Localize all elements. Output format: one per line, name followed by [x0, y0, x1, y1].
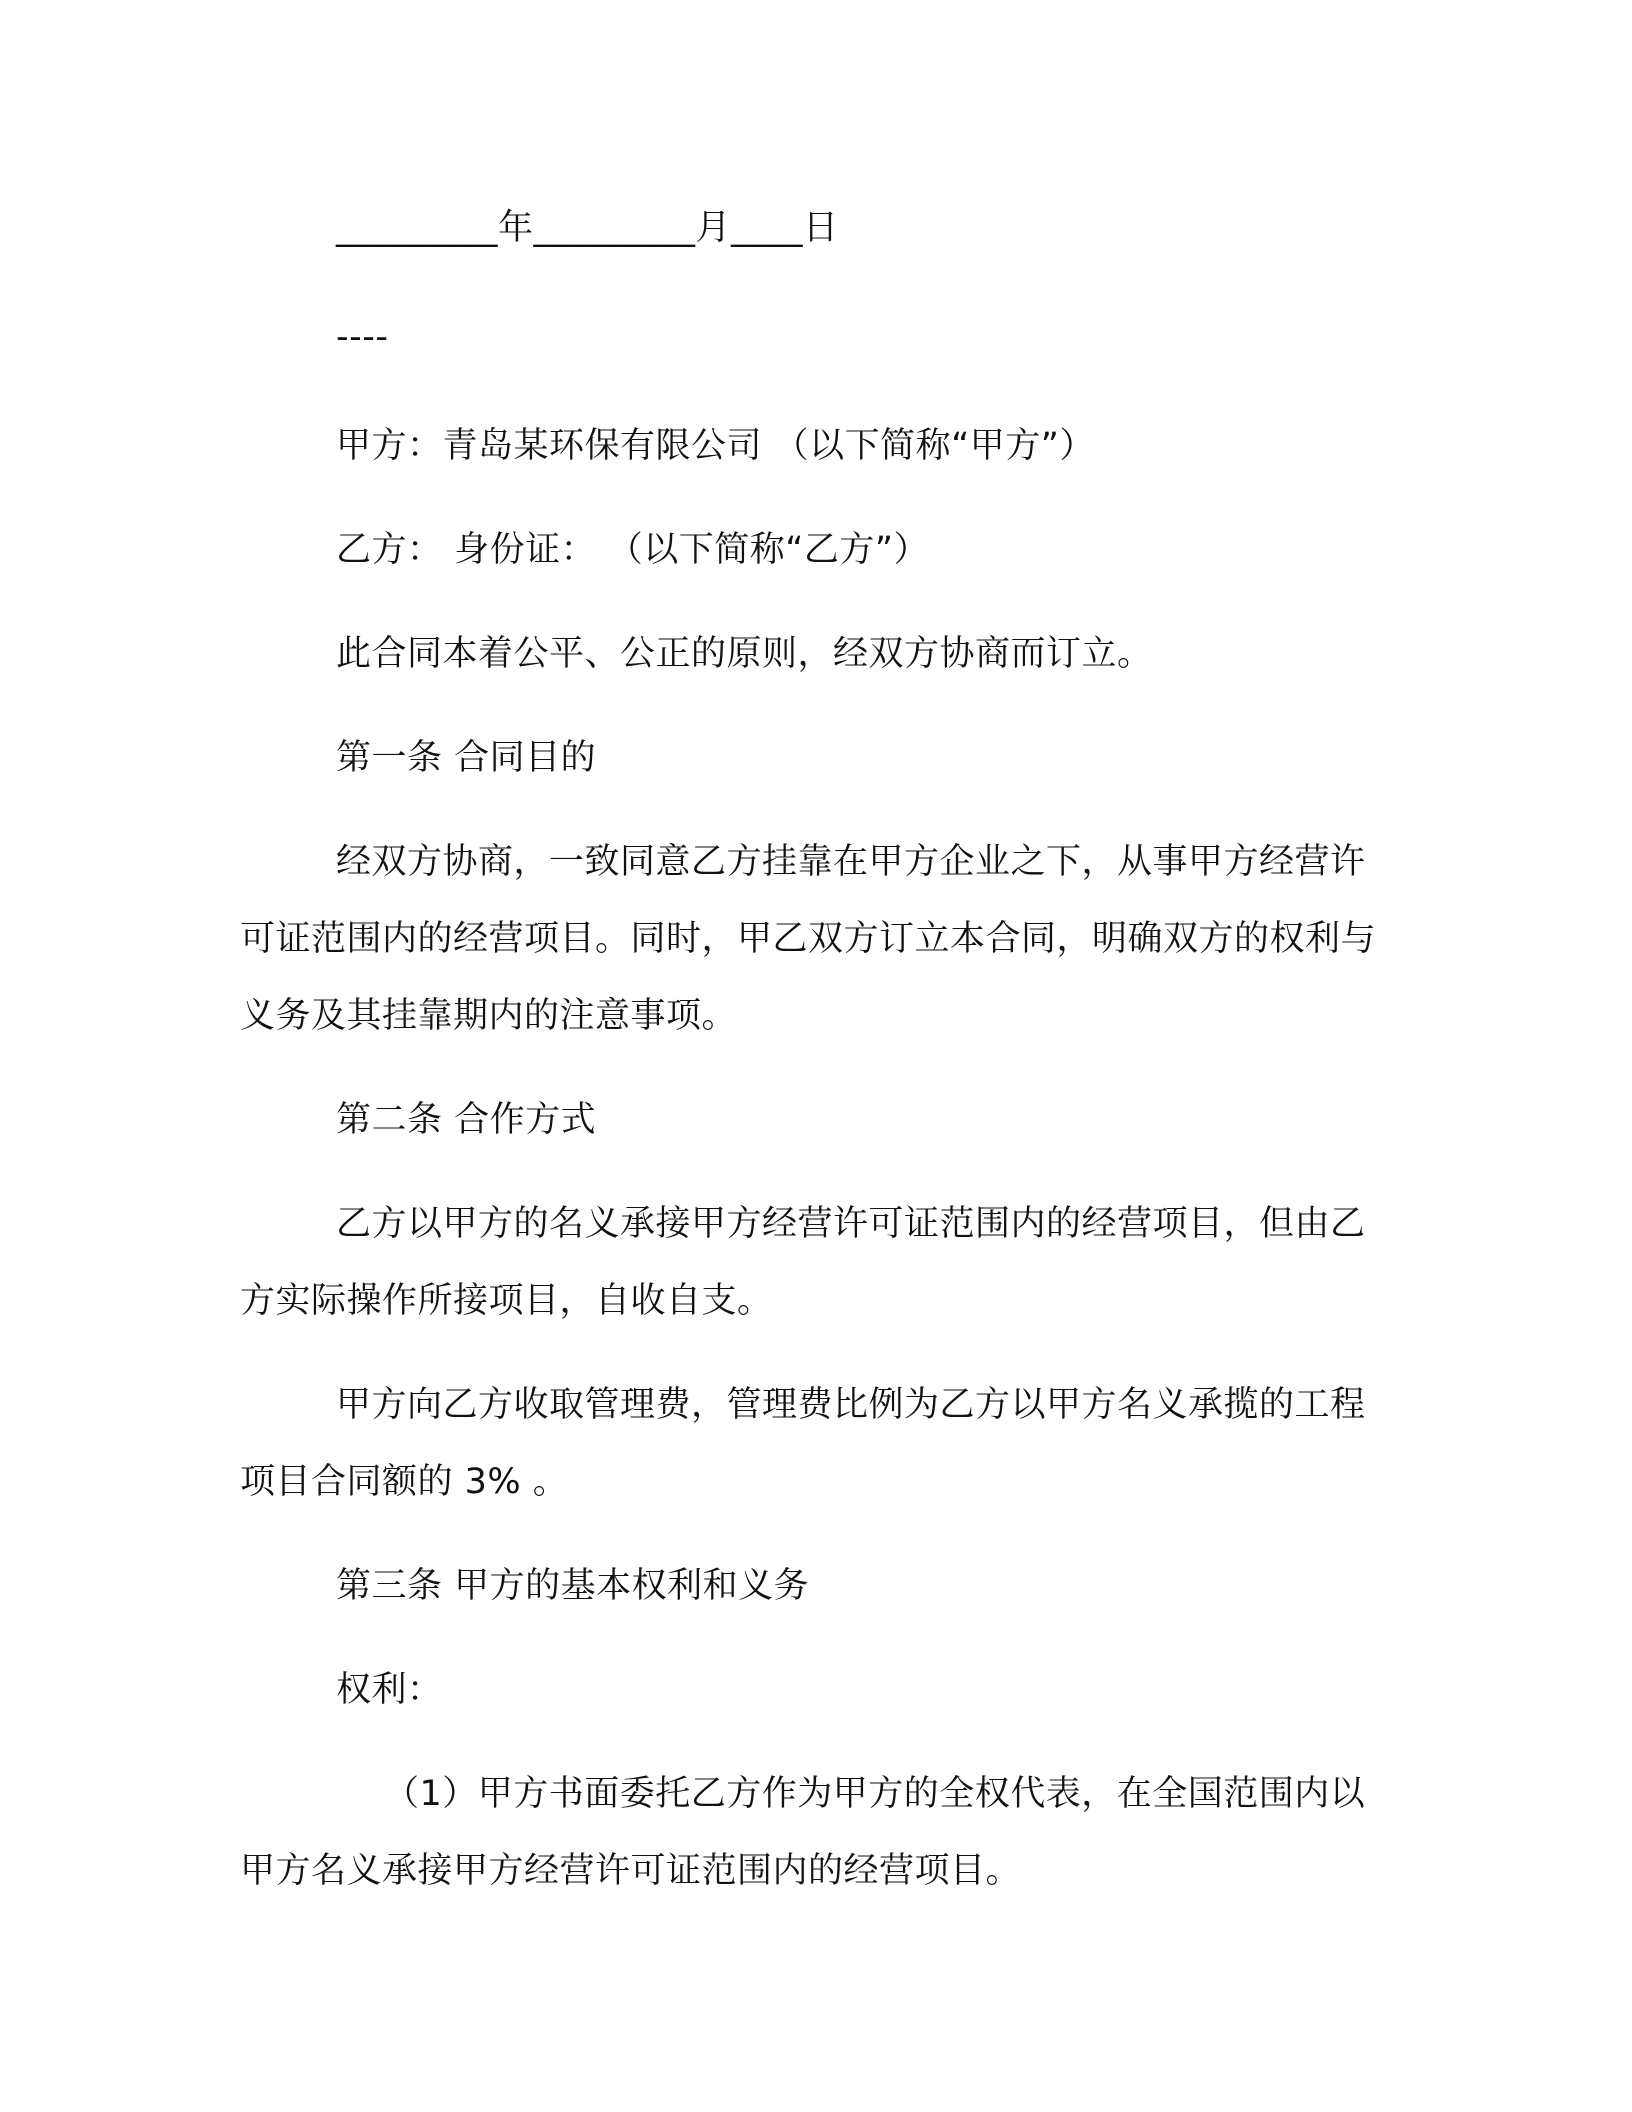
article2-title: 第二条 合作方式: [336, 1100, 597, 1140]
right-item-1: （1）甲方书面委托乙方作为甲方的全权代表，在全国范围内以甲方名义承接甲方经营许可证范围内的经营项目。: [240, 1774, 1366, 1891]
separator: ----: [336, 317, 389, 357]
party-b-line: 乙方： 身份证： （以下简称“乙方”）: [336, 530, 930, 570]
rights-label: 权利：: [336, 1670, 443, 1710]
article1-title: 第一条 合同目的: [336, 738, 597, 778]
date-line: _________年_________月____日: [336, 208, 839, 248]
preamble: 此合同本着公平、公正的原则，经双方协商而订立。: [336, 634, 1153, 674]
article1-body: 经双方协商，一致同意乙方挂靠在甲方企业之下，从事甲方经营许可证范围内的经营项目。同时，甲乙双方订立本合同，明确双方的权利与义务及其挂靠期内的注意事项。: [240, 842, 1377, 1036]
article2-body-1: 乙方以甲方的名义承接甲方经营许可证范围内的经营项目，但由乙方实际操作所接项目，自收自支。: [240, 1204, 1366, 1321]
document-body: [240, 190, 1390, 1937]
article2-body-2: 甲方向乙方收取管理费，管理费比例为乙方以甲方名义承揽的工程项目合同额的 3% 。: [240, 1385, 1366, 1502]
article3-title: 第三条 甲方的基本权利和义务: [336, 1566, 810, 1606]
party-a-line: 甲方：青岛某环保有限公司 （以下简称“甲方”）: [336, 426, 1095, 466]
